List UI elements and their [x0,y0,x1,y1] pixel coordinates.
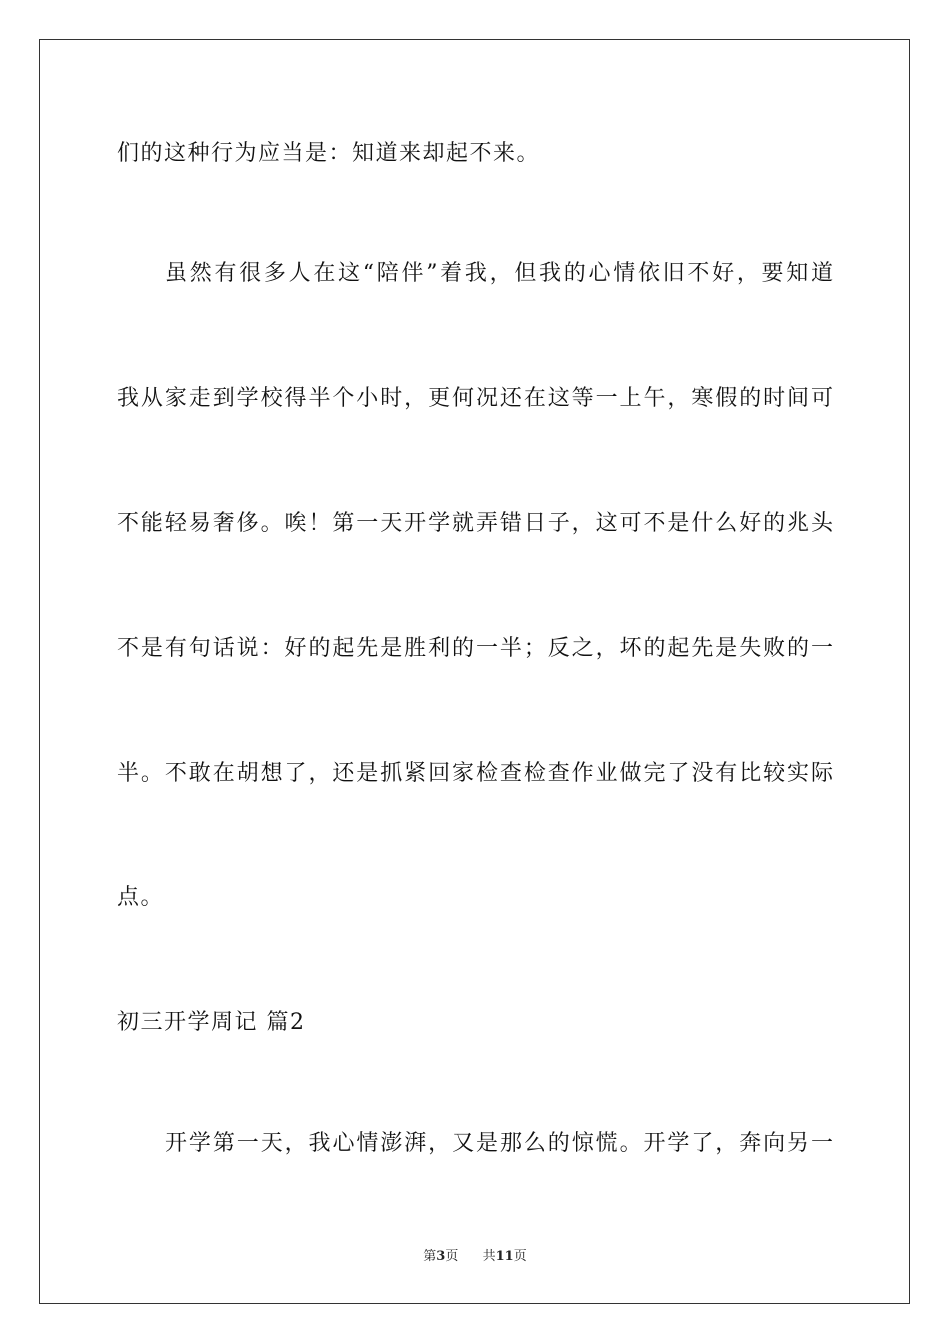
paragraph-line: 半。不敢在胡想了，还是抓紧回家检查检查作业做完了没有比较实际 [117,761,833,786]
paragraph-line: 不是有句话说：好的起先是胜利的一半；反之，坏的起先是失败的一 [117,636,833,661]
paragraph-line: 不能轻易奢侈。唉！第一天开学就弄错日子，这可不是什么好的兆头 [117,511,833,536]
section-heading: 初三开学周记 篇2 [117,1010,306,1035]
footer-total-pages: 11 [495,1249,514,1264]
footer-total-prefix: 共 [482,1249,496,1264]
paragraph-line: 虽然有很多人在这“陪伴”着我，但我的心情依旧不好，要知道 [165,261,833,286]
footer-page-current: 3 [436,1249,446,1264]
paragraph-line: 开学第一天，我心情澎湃，又是那么的惊慌。开学了，奔向另一 [165,1131,833,1156]
footer-page-prefix: 第 [423,1249,437,1264]
page-footer [0,1248,950,1266]
paragraph-line: 们的这种行为应当是：知道来却起不来。 [117,141,541,166]
footer-total-suffix: 页 [513,1249,527,1264]
footer-page-suffix: 页 [445,1249,459,1264]
page-frame [39,39,910,1304]
paragraph-line: 点。 [117,885,165,910]
paragraph-line: 我从家走到学校得半个小时，更何况还在这等一上午，寒假的时间可 [117,386,833,411]
